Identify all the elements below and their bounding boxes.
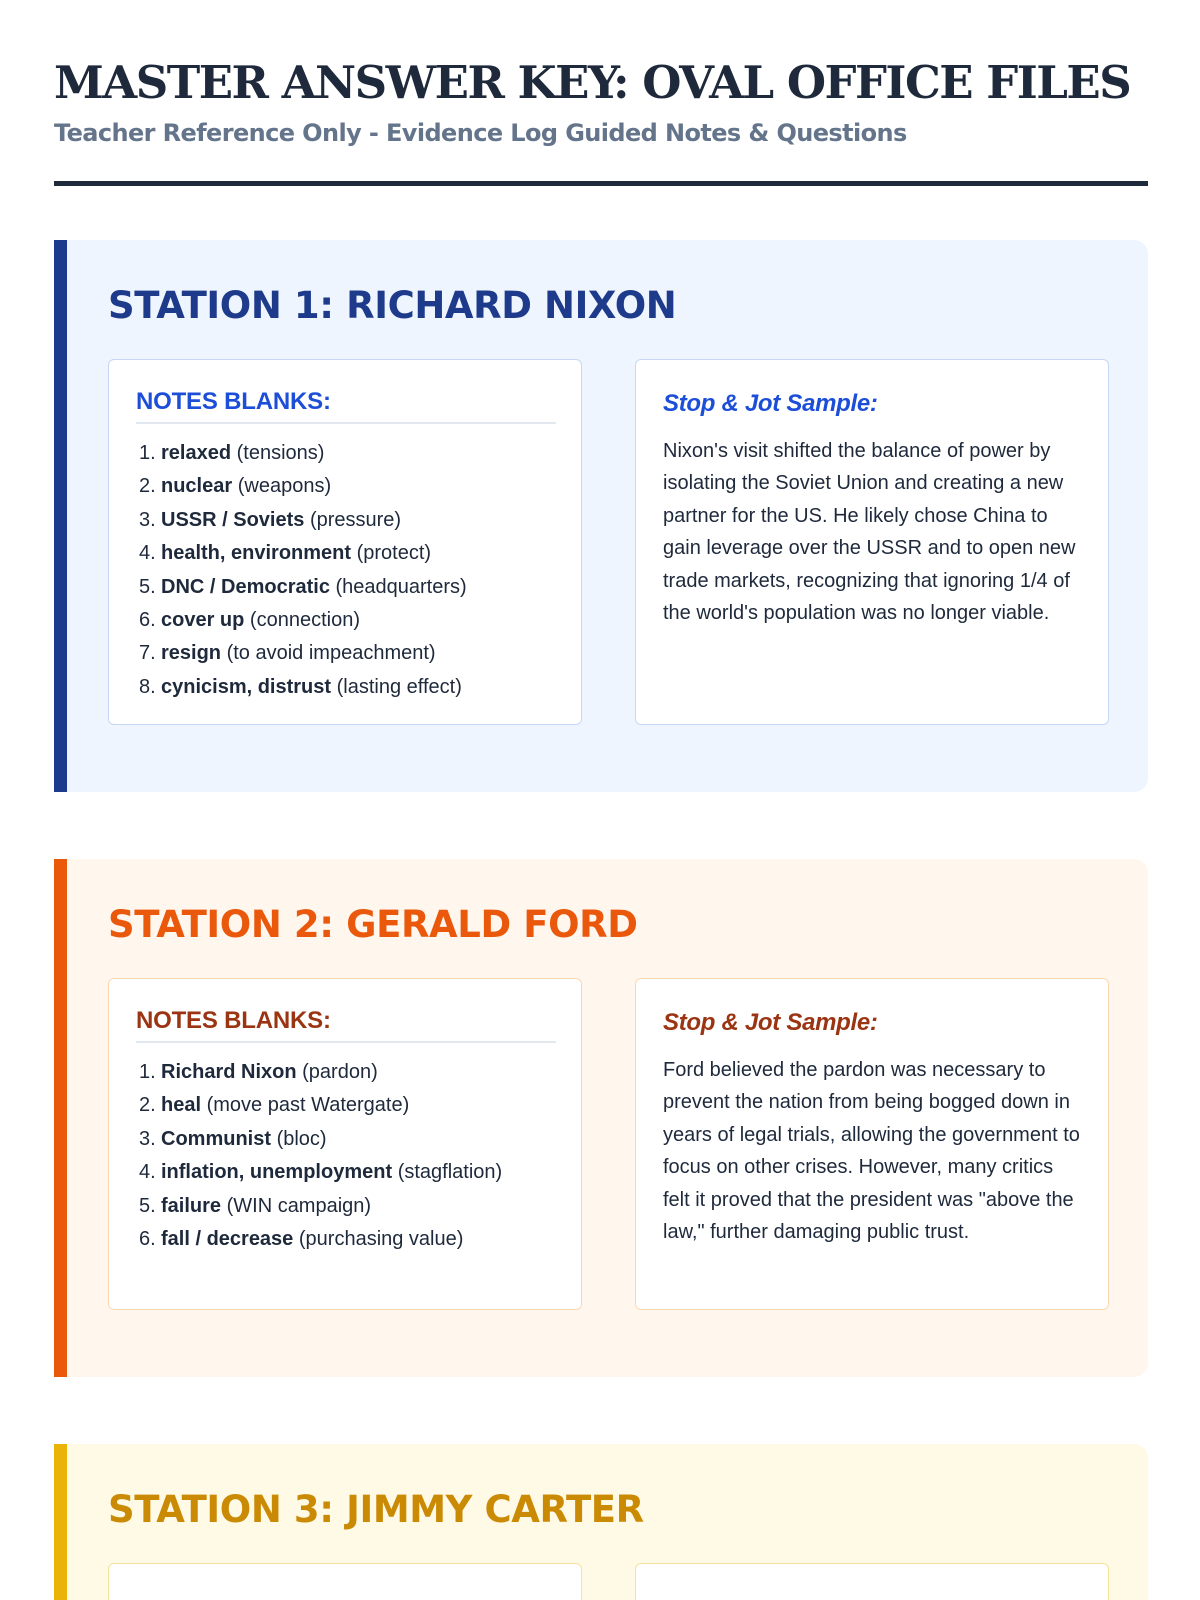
note-answer: cover up: [161, 608, 245, 631]
note-number: 1.: [139, 442, 156, 464]
station-2-panel: [54, 859, 1148, 1377]
note-hint: (move past Watergate): [206, 1094, 410, 1117]
page-subtitle: Teacher Reference Only - Evidence Log Guided Notes & Questions: [54, 119, 907, 147]
note-answer: nuclear: [161, 475, 233, 498]
station-1-panel: [54, 240, 1148, 792]
note-item-6: [139, 1223, 569, 1256]
station-1-notes-card: [108, 359, 582, 725]
note-answer: Richard Nixon: [161, 1061, 297, 1083]
notes-list: [139, 437, 569, 704]
note-item-3: [139, 1123, 569, 1156]
note-hint: (tensions): [236, 442, 325, 464]
note-item-7: [139, 637, 569, 670]
page-title: MASTER ANSWER KEY: OVAL OFFICE FILES: [54, 56, 1131, 109]
note-hint: (stagflation): [397, 1161, 503, 1184]
station-1-jot-card: [635, 359, 1109, 725]
note-hint: (pardon): [302, 1061, 378, 1083]
note-hint: (lasting effect): [336, 675, 462, 698]
note-hint: (pressure): [309, 508, 402, 531]
note-answer: relaxed: [161, 442, 232, 464]
station-3-jot-card: [635, 1563, 1109, 1600]
note-hint: (headquarters): [335, 575, 467, 598]
note-item-2: [139, 1089, 569, 1122]
note-number: 5.: [139, 575, 156, 598]
note-item-2: [139, 470, 569, 503]
note-number: 7.: [139, 642, 156, 665]
note-hint: (WIN campaign): [226, 1194, 372, 1217]
note-item-5: [139, 571, 569, 604]
station-1-title: STATION 1: RICHARD NIXON: [108, 284, 677, 327]
note-item-1: [139, 1056, 569, 1089]
note-item-4: [139, 1156, 569, 1189]
note-number: 6.: [139, 608, 156, 631]
station-3-notes-card: [108, 1563, 582, 1600]
note-number: 4.: [139, 1161, 156, 1184]
note-item-4: [139, 537, 569, 570]
note-number: 3.: [139, 1127, 156, 1150]
note-answer: fall / decrease: [161, 1227, 294, 1250]
notes-list: [139, 1056, 569, 1256]
station-3-title: STATION 3: JIMMY CARTER: [108, 1488, 644, 1531]
note-hint: (protect): [356, 542, 432, 565]
notes-heading: NOTES BLANKS:: [136, 1007, 556, 1043]
station-2-jot-card: [635, 978, 1109, 1310]
note-item-3: [139, 504, 569, 537]
header-divider: [54, 181, 1148, 186]
note-item-8: [139, 671, 569, 704]
note-answer: inflation, unemployment: [161, 1161, 393, 1184]
note-number: 6.: [139, 1227, 156, 1250]
note-hint: (bloc): [276, 1127, 327, 1150]
notes-heading: NOTES BLANKS:: [136, 388, 556, 424]
jot-heading: Stop & Jot Sample:: [663, 1009, 878, 1036]
note-number: 4.: [139, 542, 156, 565]
note-hint: (weapons): [237, 475, 332, 498]
station-3-panel: [54, 1444, 1148, 1600]
note-answer: heal: [161, 1094, 202, 1117]
jot-sample-text: Nixon's visit shifted the balance of power by isolating the Soviet Union and creating a new partner for the US. He likely chose China to gain leverage over the USSR and to open new trade markets, recognizing that ignoring 1/4 of the world's population was no longer viable.: [663, 440, 1076, 625]
note-number: 1.: [139, 1061, 156, 1083]
note-hint: (to avoid impeachment): [226, 642, 436, 665]
station-2-title: STATION 2: GERALD FORD: [108, 903, 638, 946]
note-answer: health, environment: [161, 542, 352, 565]
note-answer: USSR / Soviets: [161, 508, 305, 531]
note-number: 2.: [139, 475, 156, 498]
note-hint: (connection): [249, 608, 360, 631]
station-2-notes-card: [108, 978, 582, 1310]
note-number: 3.: [139, 508, 156, 531]
note-answer: failure: [161, 1194, 222, 1217]
note-answer: cynicism, distrust: [161, 675, 332, 698]
jot-heading: Stop & Jot Sample:: [663, 390, 878, 417]
note-item-5: [139, 1190, 569, 1223]
note-number: 8.: [139, 675, 156, 698]
note-answer: Communist: [161, 1127, 271, 1150]
note-number: 5.: [139, 1194, 156, 1217]
note-answer: DNC / Democratic: [161, 575, 330, 598]
note-number: 2.: [139, 1094, 156, 1117]
note-item-1: [139, 437, 569, 470]
note-item-6: [139, 604, 569, 637]
note-answer: resign: [161, 642, 222, 665]
jot-sample-text: Ford believed the pardon was necessary to prevent the nation from being bogged down in years of legal trials, allowing the government to focus on other crises. However, many critics felt it proved that the president was "above the law," further damaging public trust.: [663, 1059, 1080, 1244]
note-hint: (purchasing value): [298, 1227, 464, 1250]
